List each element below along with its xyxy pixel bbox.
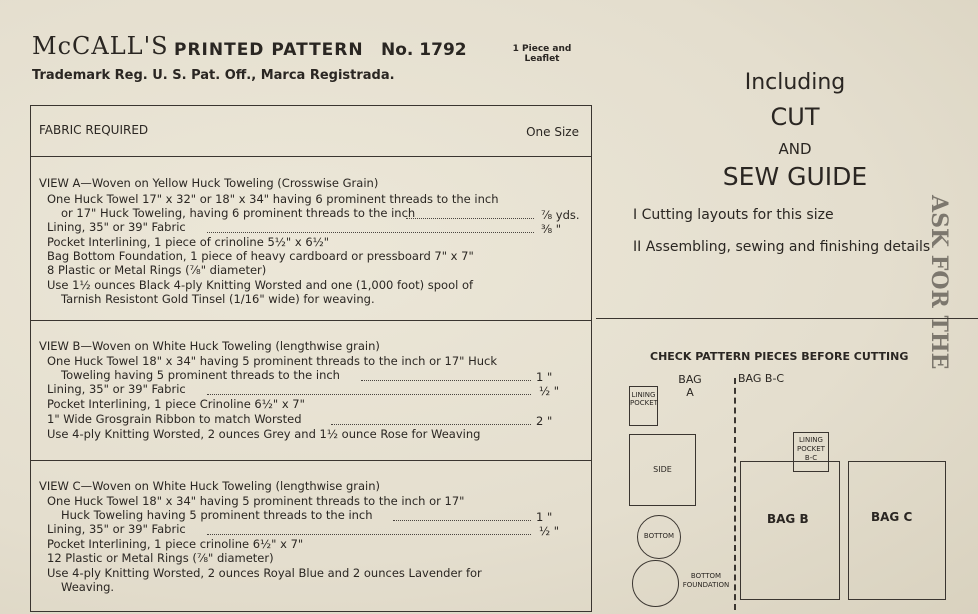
check-pieces-title: CHECK PATTERN PIECES BEFORE CUTTING	[650, 350, 909, 363]
guide-item-assembling: II Assembling, sewing and finishing details	[633, 239, 931, 255]
view-b-line: 1" Wide Grosgrain Ribbon to match Worsted	[47, 412, 302, 426]
view-a-line: Lining, 35" or 39" Fabric	[47, 220, 186, 234]
view-b-section	[31, 321, 591, 461]
view-b-line: One Huck Towel 18" x 34" having 5 prominent threads to the inch or 17" Huck	[47, 354, 498, 368]
leader-dots	[207, 232, 534, 233]
bag-bc-label: BAG B-C	[738, 372, 785, 385]
and-label: AND	[778, 140, 812, 158]
view-b-line: Pocket Interlining, 1 piece Crinoline 6½" x 7"	[47, 397, 305, 411]
view-c-line: Lining, 35" or 39" Fabric	[47, 522, 186, 536]
view-c-amount: 1 "	[536, 510, 553, 524]
lining-pocket-a-label: LINING POCKET	[630, 391, 658, 407]
fabric-required-table	[30, 105, 592, 612]
view-b-line: Use 4-ply Knitting Worsted, 2 ounces Grey and 1½ ounce Rose for Weaving	[47, 427, 481, 441]
bag-c-label: BAG C	[871, 510, 913, 524]
edge-text: ASK FOR THE	[926, 195, 952, 370]
cut-label: CUT	[770, 103, 820, 131]
size-label: One Size	[526, 125, 579, 139]
fabric-header-row	[31, 106, 591, 157]
view-a-line: Pocket Interlining, 1 piece of crinoline 5½" x 6½"	[47, 235, 330, 249]
leader-dots	[393, 520, 531, 521]
lining-pocket-a-piece	[629, 386, 658, 426]
pattern-number: No. 1792	[381, 40, 467, 60]
view-c-line: 12 Plastic or Metal Rings (⅞" diameter)	[47, 551, 274, 565]
bottom-foundation-piece	[632, 560, 679, 607]
side-label: SIDE	[653, 465, 672, 474]
pieces-note-line-2: Leaflet	[524, 54, 560, 64]
leader-dots	[331, 424, 531, 425]
view-b-amount: 1 "	[536, 370, 553, 384]
fabric-required-title: FABRIC REQUIRED	[39, 123, 149, 137]
sew-guide-label: SEW GUIDE	[722, 162, 868, 191]
view-a-section	[31, 157, 591, 321]
view-a-line: or 17" Huck Toweling, having 6 prominent threads to the inch	[61, 206, 416, 220]
view-b-amount: ½ "	[539, 384, 560, 398]
view-b-line: Lining, 35" or 39" Fabric	[47, 382, 186, 396]
cut-line-dashed	[734, 378, 736, 610]
trademark-line: Trademark Reg. U. S. Pat. Off., Marca Registrada.	[32, 68, 395, 83]
bag-b-piece	[740, 461, 840, 600]
bag-c-piece	[848, 461, 946, 600]
including-label: Including	[744, 70, 846, 95]
view-c-section	[31, 461, 591, 611]
bottom-piece	[637, 515, 681, 559]
view-b-title: VIEW B—Woven on White Huck Toweling (lengthwise grain)	[39, 339, 380, 353]
bottom-foundation-label: BOTTOM FOUNDATION	[682, 572, 730, 589]
view-c-line: Weaving.	[61, 580, 115, 594]
view-a-title: VIEW A—Woven on Yellow Huck Toweling (Crosswise Grain)	[39, 176, 379, 190]
pieces-note	[510, 44, 574, 64]
view-a-line: Tarnish Resistont Gold Tinsel (1/16" wide) for weaving.	[61, 292, 375, 306]
brand-name: McCALL'S	[32, 32, 169, 60]
view-b-line: Toweling having 5 prominent threads to the inch	[61, 368, 340, 382]
bag-a-label: BAG A	[678, 373, 702, 399]
view-c-line: One Huck Towel 18" x 34" having 5 prominent threads to the inch or 17"	[47, 494, 465, 508]
leader-dots	[361, 380, 531, 381]
view-a-line: Use 1½ ounces Black 4-ply Knitting Worsted and one (1,000 foot) spool of	[47, 278, 474, 292]
lining-pocket-bc-label: LINING POCKET B-C	[797, 436, 825, 462]
view-c-amount: ½ "	[539, 524, 560, 538]
guide-item-cutting: I Cutting layouts for this size	[633, 207, 834, 223]
leader-dots	[207, 534, 531, 535]
view-a-amount: ⅜ "	[541, 222, 562, 236]
leader-dots	[207, 394, 531, 395]
view-c-title: VIEW C—Woven on White Huck Toweling (lengthwise grain)	[39, 479, 381, 493]
section-divider	[596, 318, 978, 319]
view-c-line: Huck Toweling having 5 prominent threads to the inch	[61, 508, 373, 522]
leader-dots	[406, 218, 534, 219]
view-a-amount: ⅞ yds.	[541, 208, 580, 222]
bag-b-label: BAG B	[767, 512, 809, 526]
side-piece	[629, 434, 696, 506]
bottom-label: BOTTOM	[643, 532, 675, 540]
view-a-line: 8 Plastic or Metal Rings (⅞" diameter)	[47, 263, 267, 277]
view-c-line: Pocket Interlining, 1 piece crinoline 6½" x 7"	[47, 537, 304, 551]
view-a-line: Bag Bottom Foundation, 1 piece of heavy cardboard or pressboard 7" x 7"	[47, 249, 474, 263]
printed-pattern-label: PRINTED PATTERN	[174, 40, 364, 60]
view-b-amount: 2 "	[536, 414, 553, 428]
pieces-note-line-1: 1 Piece and	[512, 44, 572, 54]
view-c-line: Use 4-ply Knitting Worsted, 2 ounces Royal Blue and 2 ounces Lavender for	[47, 566, 482, 580]
view-a-line: One Huck Towel 17" x 32" or 18" x 34" having 6 prominent threads to the inch	[47, 192, 499, 206]
